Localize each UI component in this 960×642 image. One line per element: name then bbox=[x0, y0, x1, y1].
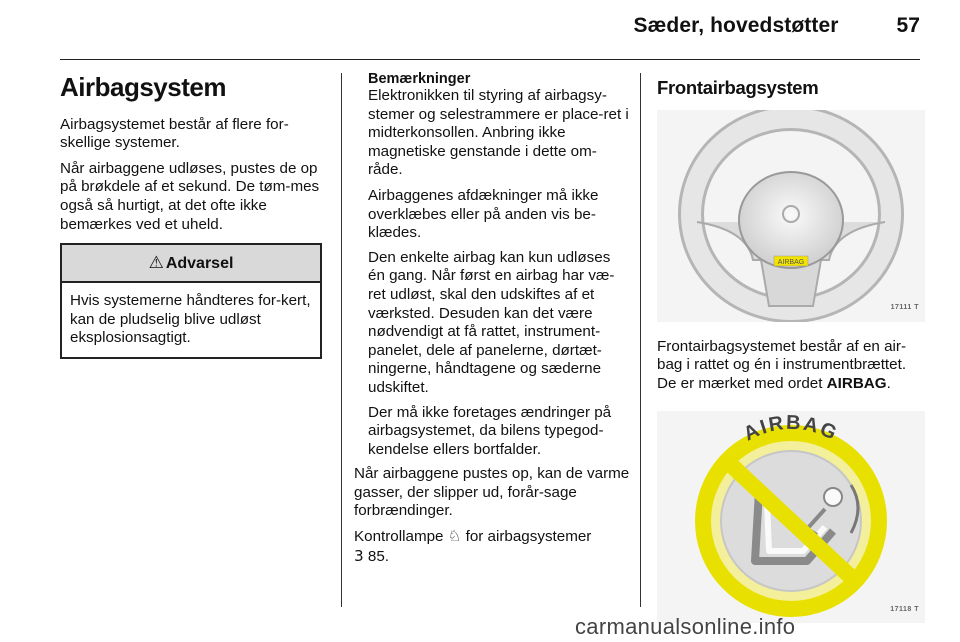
notes-title: Bemærkninger bbox=[368, 71, 471, 87]
header-rule bbox=[60, 59, 920, 60]
airbag-lamp-icon: ♘ bbox=[447, 528, 462, 546]
gas-paragraph: Når airbaggene pustes op, kan de varme gasser, der slipper ud, forår-sage forbrændinger. bbox=[354, 465, 630, 520]
lamp-tail: for airbagsystemer bbox=[465, 528, 592, 546]
note-modifications: Der må ikke foretages ændringer på airbagsystemet, da bilens typegod-kendelse ellers bortfalder. bbox=[368, 403, 612, 458]
steering-wheel-illustration bbox=[657, 110, 925, 322]
deploy-paragraph: Når airbaggene udløses, pustes de op på brøkdele af et sekund. De tøm-mes også så hurtigt, at det ofte ikke bemærkes ved et uheld. bbox=[60, 159, 320, 233]
child-seat-warning-figure bbox=[657, 411, 925, 623]
warning-triangle-icon: ⚠ bbox=[148, 253, 164, 273]
column-3 bbox=[657, 72, 925, 623]
note-electronics: Elektronikken til styring af airbagsy-stemer og selestrammere er place-ret i midterkonsollen. Anbring ikke magnetiske genstande i dette om-råde. bbox=[368, 87, 629, 179]
desc-bold: AIRBAG bbox=[826, 374, 887, 392]
warning-body: Hvis systemerne håndteres for-kert, kan de pludselig blive udløst eksplosionsagtigt. bbox=[70, 292, 311, 347]
ref-page: 85. bbox=[367, 547, 390, 565]
column-2 bbox=[354, 71, 630, 573]
figure-1-code: 17111 T bbox=[890, 304, 919, 311]
warning-box bbox=[60, 243, 322, 359]
lamp-text: Kontrollampe bbox=[354, 528, 444, 546]
warning-heading: Advarsel bbox=[165, 255, 234, 273]
watermark: carmanualsonline.info bbox=[575, 614, 796, 639]
notes-block bbox=[368, 87, 630, 459]
note-covers: Airbaggenes afdækninger må ikke overklæbes eller på anden vis be-klædes. bbox=[368, 186, 599, 242]
column-divider-1 bbox=[341, 73, 342, 607]
airbag-arc-text: AIRBAG bbox=[740, 412, 842, 446]
figure-2-code: 17118 T bbox=[890, 605, 919, 613]
child-seat-warning-illustration bbox=[657, 411, 925, 623]
steering-wheel-figure bbox=[657, 110, 925, 322]
note-single-use: Den enkelte airbag kan kun udløses én gang. Når først en airbag har væ-ret udløst, skal den udskiftes af et værksted. Desuden kan det være nødvendigt at få rattet, instrument-panelet, dele af panelerne, dørtæt-ningerne, håndtagene og sæderne udskiftet. bbox=[368, 248, 615, 396]
section-heading: Frontairbagsystem bbox=[657, 77, 819, 98]
notes-indent bbox=[354, 187, 630, 459]
page-title: Airbagsystem bbox=[60, 72, 226, 102]
page-number: 57 bbox=[896, 14, 920, 37]
column-divider-2 bbox=[640, 73, 641, 607]
warning-header bbox=[62, 245, 320, 283]
column-1 bbox=[60, 72, 328, 359]
desc-end: . bbox=[886, 374, 891, 392]
page-header bbox=[634, 14, 920, 38]
intro-paragraph: Airbagsystemet består af flere for-skellige systemer. bbox=[60, 115, 289, 152]
frontairbag-description bbox=[657, 338, 925, 394]
section-title: Sæder, hovedstøtter bbox=[633, 14, 839, 37]
ref-arrow-icon: 3 bbox=[354, 546, 364, 565]
lamp-paragraph bbox=[354, 528, 630, 566]
desc-main: Frontairbagsystemet består af en air-bag i rattet og én i instrumentbrættet. De er mærket med ordet bbox=[657, 337, 907, 392]
wheel-airbag-label: AIRBAG bbox=[777, 258, 805, 266]
